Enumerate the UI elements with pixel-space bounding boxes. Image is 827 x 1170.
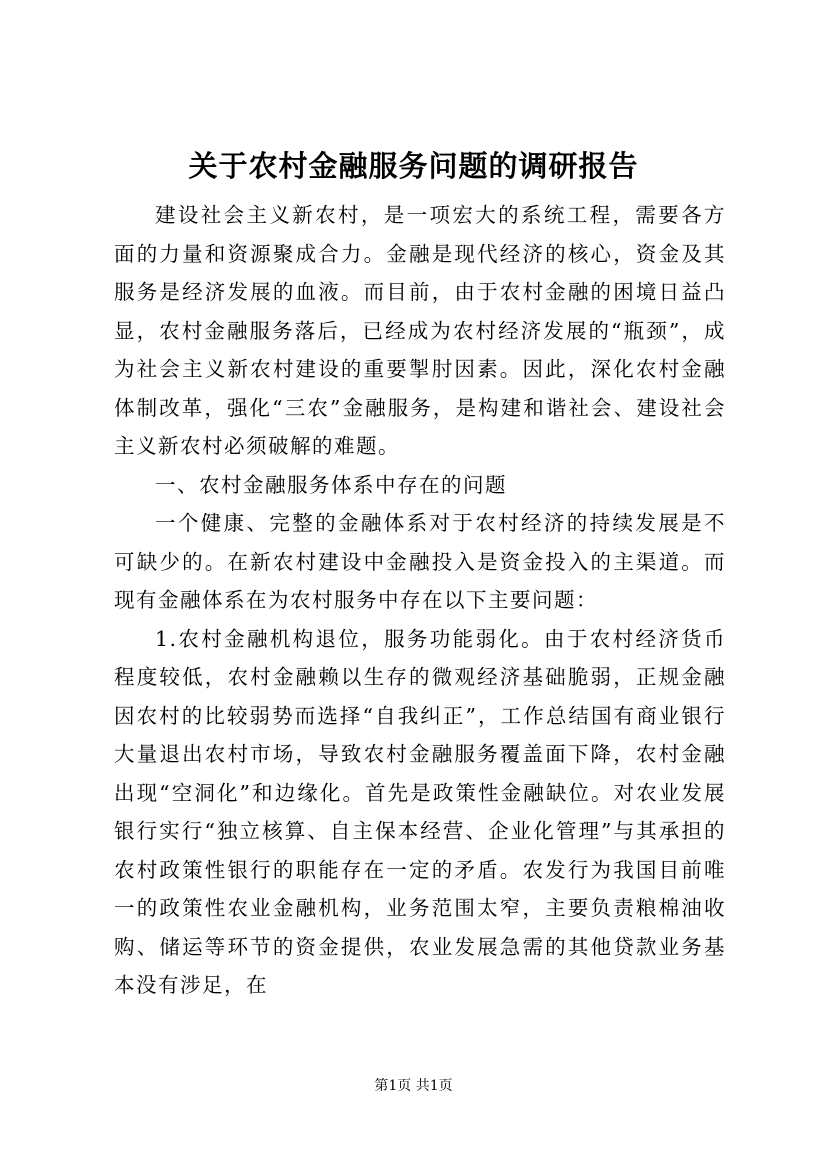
document-body: [114, 196, 726, 1005]
paragraph-overview: 一个健康、完整的金融体系对于农村经济的持续发展是不可缺少的。在新农村建设中金融投入是资金投入的主渠道。而现有金融体系在为农村服务中存在以下主要问题：: [114, 511, 726, 612]
document-title: 关于农村金融服务问题的调研报告: [188, 149, 639, 183]
section-heading: 一、农村金融服务体系中存在的问题: [155, 472, 507, 497]
paragraph-intro: 建设社会主义新农村，是一项宏大的系统工程，需要各方面的力量和资源聚成合力。金融是现代经济的核心，资金及其服务是经济发展的血液。而目前，由于农村金融的困境日益凸显，农村金融服务落后，已经成为农村经济发展的“瓶颈”，成为社会主义新农村建设的重要掣肘因素。因此，深化农村金融体制改革，强化“三农”金融服务，是构建和谐社会、建设社会主义新农村必须破解的难题。: [114, 203, 726, 458]
page-footer: 第1页 共1页: [374, 1078, 453, 1094]
paragraph-point-1: 1.农村金融机构退位，服务功能弱化。由于农村经济货币程度较低，农村金融赖以生存的微观经济基础脆弱，正规金融因农村的比较弱势而选择“自我纠正”，工作总结国有商业银行大量退出农村市场，导致农村金融服务覆盖面下降，农村金融出现“空洞化”和边缘化。首先是政策性金融缺位。对农业发展银行实行“独立核算、自主保本经营、企业化管理”与其承担的农村政策性银行的职能存在一定的矛盾。农发行为我国目前唯一的政策性农业金融机构，业务范围太窄，主要负责粮棉油收购、储运等环节的资金提供，农业发展急需的其他贷款业务基本没有涉足，在: [114, 626, 726, 997]
